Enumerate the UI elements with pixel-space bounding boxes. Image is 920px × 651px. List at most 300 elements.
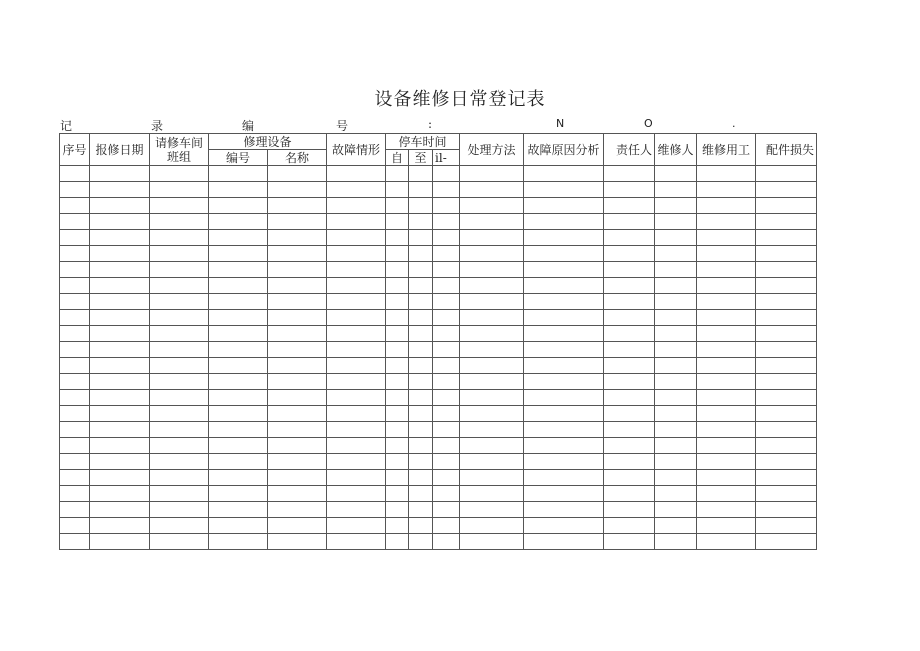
table-cell[interactable] [524, 198, 604, 214]
table-cell[interactable] [386, 166, 409, 182]
table-cell[interactable] [268, 246, 327, 262]
table-cell[interactable] [655, 278, 697, 294]
table-cell[interactable] [409, 406, 433, 422]
table-cell[interactable] [327, 358, 386, 374]
table-cell[interactable] [604, 246, 655, 262]
table-cell[interactable] [697, 454, 756, 470]
table-cell[interactable] [209, 326, 268, 342]
table-cell[interactable] [268, 294, 327, 310]
table-cell[interactable] [90, 390, 150, 406]
table-cell[interactable] [697, 214, 756, 230]
table-cell[interactable] [409, 262, 433, 278]
table-cell[interactable] [756, 438, 817, 454]
table-cell[interactable] [60, 166, 90, 182]
table-cell[interactable] [524, 454, 604, 470]
table-cell[interactable] [409, 518, 433, 534]
table-cell[interactable] [327, 406, 386, 422]
table-cell[interactable] [386, 262, 409, 278]
table-cell[interactable] [268, 310, 327, 326]
table-cell[interactable] [756, 342, 817, 358]
table-cell[interactable] [460, 182, 524, 198]
table-cell[interactable] [697, 246, 756, 262]
table-cell[interactable] [604, 342, 655, 358]
table-cell[interactable] [409, 390, 433, 406]
table-cell[interactable] [655, 502, 697, 518]
table-cell[interactable] [460, 438, 524, 454]
table-cell[interactable] [433, 294, 460, 310]
table-cell[interactable] [409, 214, 433, 230]
table-cell[interactable] [150, 214, 209, 230]
table-cell[interactable] [150, 166, 209, 182]
table-cell[interactable] [756, 230, 817, 246]
table-cell[interactable] [268, 278, 327, 294]
table-cell[interactable] [756, 518, 817, 534]
table-cell[interactable] [150, 454, 209, 470]
table-cell[interactable] [150, 390, 209, 406]
table-cell[interactable] [756, 198, 817, 214]
table-cell[interactable] [60, 326, 90, 342]
table-cell[interactable] [60, 358, 90, 374]
table-cell[interactable] [433, 534, 460, 550]
table-cell[interactable] [209, 358, 268, 374]
table-cell[interactable] [524, 278, 604, 294]
table-cell[interactable] [60, 294, 90, 310]
table-cell[interactable] [524, 230, 604, 246]
table-cell[interactable] [386, 326, 409, 342]
table-cell[interactable] [655, 342, 697, 358]
table-cell[interactable] [268, 438, 327, 454]
table-cell[interactable] [697, 310, 756, 326]
table-cell[interactable] [409, 294, 433, 310]
table-cell[interactable] [268, 454, 327, 470]
table-cell[interactable] [524, 502, 604, 518]
table-cell[interactable] [209, 182, 268, 198]
table-cell[interactable] [655, 390, 697, 406]
table-cell[interactable] [90, 406, 150, 422]
table-cell[interactable] [756, 406, 817, 422]
table-cell[interactable] [460, 262, 524, 278]
table-cell[interactable] [756, 358, 817, 374]
table-cell[interactable] [756, 182, 817, 198]
table-cell[interactable] [150, 294, 209, 310]
table-cell[interactable] [150, 342, 209, 358]
table-cell[interactable] [150, 246, 209, 262]
table-cell[interactable] [409, 502, 433, 518]
table-cell[interactable] [756, 310, 817, 326]
table-cell[interactable] [460, 502, 524, 518]
table-cell[interactable] [604, 214, 655, 230]
table-cell[interactable] [756, 246, 817, 262]
table-cell[interactable] [604, 438, 655, 454]
table-cell[interactable] [756, 486, 817, 502]
table-cell[interactable] [60, 246, 90, 262]
table-cell[interactable] [604, 534, 655, 550]
table-cell[interactable] [433, 390, 460, 406]
table-cell[interactable] [697, 294, 756, 310]
table-cell[interactable] [150, 518, 209, 534]
table-cell[interactable] [409, 230, 433, 246]
table-cell[interactable] [460, 390, 524, 406]
table-cell[interactable] [433, 438, 460, 454]
table-cell[interactable] [209, 422, 268, 438]
table-cell[interactable] [60, 198, 90, 214]
table-cell[interactable] [327, 310, 386, 326]
table-cell[interactable] [409, 486, 433, 502]
table-cell[interactable] [209, 470, 268, 486]
table-cell[interactable] [327, 422, 386, 438]
table-cell[interactable] [409, 310, 433, 326]
table-cell[interactable] [604, 326, 655, 342]
table-cell[interactable] [150, 406, 209, 422]
table-cell[interactable] [209, 454, 268, 470]
table-cell[interactable] [386, 246, 409, 262]
table-cell[interactable] [524, 486, 604, 502]
table-cell[interactable] [756, 294, 817, 310]
table-cell[interactable] [756, 534, 817, 550]
table-cell[interactable] [327, 326, 386, 342]
table-cell[interactable] [327, 518, 386, 534]
table-cell[interactable] [409, 326, 433, 342]
table-cell[interactable] [655, 326, 697, 342]
table-cell[interactable] [433, 486, 460, 502]
table-cell[interactable] [655, 358, 697, 374]
table-cell[interactable] [409, 470, 433, 486]
table-cell[interactable] [268, 262, 327, 278]
table-cell[interactable] [60, 262, 90, 278]
table-cell[interactable] [327, 166, 386, 182]
table-cell[interactable] [386, 214, 409, 230]
table-cell[interactable] [327, 342, 386, 358]
table-cell[interactable] [460, 230, 524, 246]
table-cell[interactable] [433, 278, 460, 294]
table-cell[interactable] [386, 230, 409, 246]
table-cell[interactable] [90, 230, 150, 246]
table-cell[interactable] [697, 422, 756, 438]
table-cell[interactable] [604, 230, 655, 246]
table-cell[interactable] [697, 438, 756, 454]
table-cell[interactable] [209, 374, 268, 390]
table-cell[interactable] [655, 486, 697, 502]
table-cell[interactable] [655, 454, 697, 470]
table-cell[interactable] [268, 342, 327, 358]
table-cell[interactable] [409, 166, 433, 182]
table-cell[interactable] [604, 278, 655, 294]
table-cell[interactable] [409, 358, 433, 374]
table-cell[interactable] [60, 310, 90, 326]
table-cell[interactable] [524, 342, 604, 358]
table-cell[interactable] [90, 342, 150, 358]
table-cell[interactable] [433, 454, 460, 470]
table-cell[interactable] [268, 422, 327, 438]
table-cell[interactable] [60, 518, 90, 534]
table-cell[interactable] [756, 214, 817, 230]
table-cell[interactable] [209, 518, 268, 534]
table-cell[interactable] [604, 182, 655, 198]
table-cell[interactable] [209, 246, 268, 262]
table-cell[interactable] [697, 534, 756, 550]
table-cell[interactable] [150, 182, 209, 198]
table-cell[interactable] [60, 534, 90, 550]
table-cell[interactable] [209, 278, 268, 294]
table-cell[interactable] [697, 262, 756, 278]
table-cell[interactable] [268, 486, 327, 502]
table-cell[interactable] [60, 278, 90, 294]
table-cell[interactable] [327, 454, 386, 470]
table-cell[interactable] [268, 326, 327, 342]
table-cell[interactable] [150, 470, 209, 486]
table-cell[interactable] [433, 342, 460, 358]
table-cell[interactable] [268, 534, 327, 550]
table-cell[interactable] [386, 486, 409, 502]
table-cell[interactable] [655, 230, 697, 246]
table-cell[interactable] [697, 374, 756, 390]
table-cell[interactable] [209, 198, 268, 214]
table-cell[interactable] [697, 182, 756, 198]
table-cell[interactable] [209, 262, 268, 278]
table-cell[interactable] [433, 166, 460, 182]
table-cell[interactable] [386, 406, 409, 422]
table-cell[interactable] [90, 198, 150, 214]
table-cell[interactable] [60, 422, 90, 438]
table-cell[interactable] [655, 518, 697, 534]
table-cell[interactable] [604, 262, 655, 278]
table-cell[interactable] [655, 166, 697, 182]
table-cell[interactable] [386, 470, 409, 486]
table-cell[interactable] [150, 262, 209, 278]
table-cell[interactable] [409, 374, 433, 390]
table-cell[interactable] [60, 486, 90, 502]
table-cell[interactable] [460, 294, 524, 310]
table-cell[interactable] [756, 262, 817, 278]
table-cell[interactable] [90, 310, 150, 326]
table-cell[interactable] [524, 326, 604, 342]
table-cell[interactable] [90, 438, 150, 454]
table-cell[interactable] [697, 502, 756, 518]
table-cell[interactable] [604, 358, 655, 374]
table-cell[interactable] [697, 470, 756, 486]
table-cell[interactable] [386, 390, 409, 406]
table-cell[interactable] [460, 406, 524, 422]
table-cell[interactable] [268, 358, 327, 374]
table-cell[interactable] [460, 374, 524, 390]
table-cell[interactable] [268, 502, 327, 518]
table-cell[interactable] [90, 182, 150, 198]
table-cell[interactable] [150, 326, 209, 342]
table-cell[interactable] [460, 534, 524, 550]
table-cell[interactable] [90, 278, 150, 294]
table-cell[interactable] [460, 326, 524, 342]
table-cell[interactable] [386, 534, 409, 550]
table-cell[interactable] [386, 278, 409, 294]
table-cell[interactable] [524, 214, 604, 230]
table-cell[interactable] [60, 502, 90, 518]
table-cell[interactable] [209, 230, 268, 246]
table-cell[interactable] [409, 182, 433, 198]
table-cell[interactable] [433, 358, 460, 374]
table-cell[interactable] [460, 166, 524, 182]
table-cell[interactable] [327, 198, 386, 214]
table-cell[interactable] [655, 534, 697, 550]
table-cell[interactable] [327, 470, 386, 486]
table-cell[interactable] [150, 198, 209, 214]
table-cell[interactable] [409, 342, 433, 358]
table-cell[interactable] [327, 262, 386, 278]
table-cell[interactable] [460, 358, 524, 374]
table-cell[interactable] [327, 438, 386, 454]
table-cell[interactable] [268, 518, 327, 534]
table-cell[interactable] [150, 230, 209, 246]
table-cell[interactable] [433, 502, 460, 518]
table-cell[interactable] [524, 166, 604, 182]
table-cell[interactable] [756, 422, 817, 438]
table-cell[interactable] [409, 422, 433, 438]
table-cell[interactable] [697, 486, 756, 502]
table-cell[interactable] [604, 518, 655, 534]
table-cell[interactable] [150, 534, 209, 550]
table-cell[interactable] [697, 326, 756, 342]
table-cell[interactable] [60, 390, 90, 406]
table-cell[interactable] [386, 374, 409, 390]
table-cell[interactable] [60, 406, 90, 422]
table-cell[interactable] [524, 518, 604, 534]
table-cell[interactable] [655, 294, 697, 310]
table-cell[interactable] [604, 390, 655, 406]
table-cell[interactable] [386, 342, 409, 358]
table-cell[interactable] [386, 422, 409, 438]
table-cell[interactable] [409, 534, 433, 550]
table-cell[interactable] [604, 406, 655, 422]
table-cell[interactable] [524, 470, 604, 486]
table-cell[interactable] [655, 406, 697, 422]
table-cell[interactable] [150, 502, 209, 518]
table-cell[interactable] [327, 294, 386, 310]
table-cell[interactable] [386, 182, 409, 198]
table-cell[interactable] [604, 310, 655, 326]
table-cell[interactable] [433, 246, 460, 262]
table-cell[interactable] [460, 342, 524, 358]
table-cell[interactable] [90, 470, 150, 486]
table-cell[interactable] [460, 278, 524, 294]
table-cell[interactable] [327, 246, 386, 262]
table-cell[interactable] [433, 230, 460, 246]
table-cell[interactable] [524, 262, 604, 278]
table-cell[interactable] [386, 310, 409, 326]
table-cell[interactable] [655, 198, 697, 214]
table-cell[interactable] [209, 406, 268, 422]
table-cell[interactable] [756, 454, 817, 470]
table-cell[interactable] [655, 470, 697, 486]
table-cell[interactable] [90, 214, 150, 230]
table-cell[interactable] [697, 390, 756, 406]
table-cell[interactable] [386, 294, 409, 310]
table-cell[interactable] [697, 342, 756, 358]
table-cell[interactable] [150, 438, 209, 454]
table-cell[interactable] [90, 454, 150, 470]
table-cell[interactable] [209, 534, 268, 550]
table-cell[interactable] [209, 438, 268, 454]
table-cell[interactable] [268, 374, 327, 390]
table-cell[interactable] [460, 486, 524, 502]
table-cell[interactable] [60, 438, 90, 454]
table-cell[interactable] [655, 246, 697, 262]
table-cell[interactable] [655, 214, 697, 230]
table-cell[interactable] [524, 310, 604, 326]
table-cell[interactable] [150, 422, 209, 438]
table-cell[interactable] [604, 166, 655, 182]
table-cell[interactable] [433, 262, 460, 278]
table-cell[interactable] [524, 422, 604, 438]
table-cell[interactable] [268, 470, 327, 486]
table-cell[interactable] [524, 374, 604, 390]
table-cell[interactable] [386, 502, 409, 518]
table-cell[interactable] [524, 246, 604, 262]
table-cell[interactable] [90, 326, 150, 342]
table-cell[interactable] [268, 230, 327, 246]
table-cell[interactable] [386, 198, 409, 214]
table-cell[interactable] [150, 358, 209, 374]
table-cell[interactable] [655, 422, 697, 438]
table-cell[interactable] [524, 294, 604, 310]
table-cell[interactable] [460, 310, 524, 326]
table-cell[interactable] [433, 214, 460, 230]
table-cell[interactable] [268, 182, 327, 198]
table-cell[interactable] [433, 518, 460, 534]
table-cell[interactable] [90, 246, 150, 262]
table-cell[interactable] [268, 198, 327, 214]
table-cell[interactable] [460, 246, 524, 262]
table-cell[interactable] [460, 454, 524, 470]
table-cell[interactable] [655, 310, 697, 326]
table-cell[interactable] [604, 374, 655, 390]
table-cell[interactable] [524, 358, 604, 374]
table-cell[interactable] [209, 502, 268, 518]
table-cell[interactable] [209, 294, 268, 310]
table-cell[interactable] [60, 454, 90, 470]
table-cell[interactable] [697, 230, 756, 246]
table-cell[interactable] [60, 374, 90, 390]
table-cell[interactable] [604, 454, 655, 470]
table-cell[interactable] [756, 278, 817, 294]
table-cell[interactable] [327, 390, 386, 406]
table-cell[interactable] [327, 214, 386, 230]
table-cell[interactable] [268, 166, 327, 182]
table-cell[interactable] [327, 374, 386, 390]
table-cell[interactable] [604, 470, 655, 486]
table-cell[interactable] [90, 422, 150, 438]
table-cell[interactable] [604, 502, 655, 518]
table-cell[interactable] [386, 518, 409, 534]
table-cell[interactable] [524, 182, 604, 198]
table-cell[interactable] [433, 326, 460, 342]
table-cell[interactable] [433, 406, 460, 422]
table-cell[interactable] [60, 470, 90, 486]
table-cell[interactable] [90, 486, 150, 502]
table-cell[interactable] [460, 470, 524, 486]
table-cell[interactable] [386, 358, 409, 374]
table-cell[interactable] [209, 214, 268, 230]
table-cell[interactable] [756, 470, 817, 486]
table-cell[interactable] [90, 518, 150, 534]
table-cell[interactable] [90, 358, 150, 374]
table-cell[interactable] [655, 438, 697, 454]
table-cell[interactable] [327, 534, 386, 550]
table-cell[interactable] [433, 182, 460, 198]
table-cell[interactable] [433, 422, 460, 438]
table-cell[interactable] [655, 182, 697, 198]
table-cell[interactable] [209, 390, 268, 406]
table-cell[interactable] [327, 182, 386, 198]
table-cell[interactable] [524, 406, 604, 422]
